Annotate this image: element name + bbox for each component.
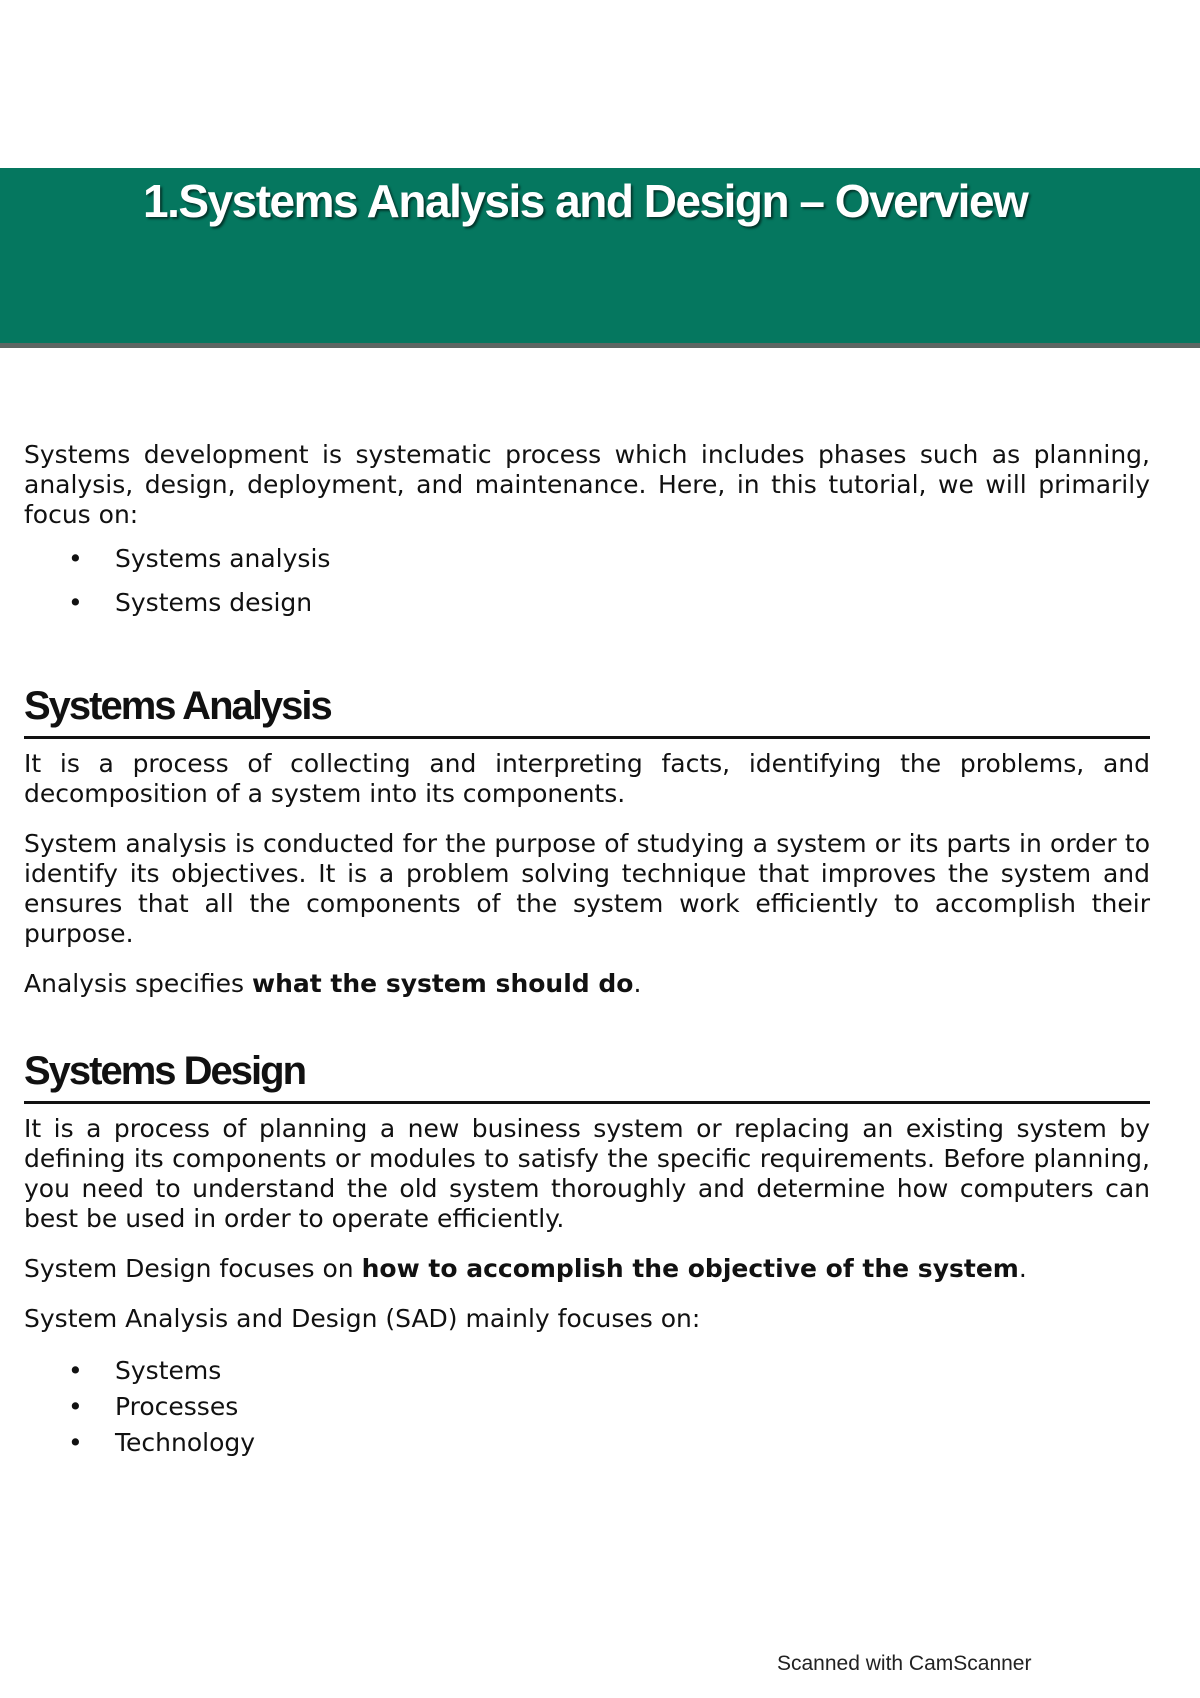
scanner-watermark: Scanned with CamScanner: [777, 1652, 1032, 1675]
analysis-paragraph-3: [24, 969, 1150, 999]
list-item-text: Systems: [115, 1356, 222, 1385]
list-item: [24, 1392, 1150, 1428]
section-heading-analysis: Systems Analysis: [24, 682, 1150, 739]
analysis-paragraph-2: System analysis is conducted for the purpose of studying a system or its parts in order to identify its objectives. It is a problem solving technique that improves the system and ensures that all the components of the system work efficiently to accomplish their purpose.: [24, 829, 1150, 948]
design-paragraph-1: It is a process of planning a new business system or replacing an existing system by defining its components or modules to satisfy the specific requirements. Before planning, you need to understand the old system thoroughly and determine how computers can best be used in order to operate efficiently.: [24, 1114, 1150, 1233]
list-item-text: Technology: [115, 1428, 256, 1457]
design-paragraph-2: [24, 1254, 1150, 1284]
bullet-icon: •: [68, 544, 83, 573]
analysis-p3-bold: what the system should do: [252, 969, 634, 998]
analysis-paragraph-1: It is a process of collecting and interpreting facts, identifying the problems, and decomposition of a system into its components.: [24, 749, 1150, 808]
design-p2-prefix: System Design focuses on: [24, 1254, 362, 1283]
list-item: [24, 588, 1150, 632]
bullet-icon: •: [68, 1356, 83, 1385]
list-item-text: Systems design: [115, 588, 313, 617]
list-item: [24, 1428, 1150, 1464]
section-heading-design: Systems Design: [24, 1047, 1150, 1104]
analysis-p3-suffix: .: [633, 969, 642, 998]
bullet-icon: •: [68, 1428, 83, 1457]
list-item: [24, 544, 1150, 588]
intro-paragraph: Systems development is systematic process which includes phases such as planning, analysis, design, deployment, and maintenance. Here, in this tutorial, we will primarily focus on:: [24, 440, 1150, 529]
intro-list: [24, 544, 1150, 632]
bullet-icon: •: [68, 588, 83, 617]
list-item-text: Systems analysis: [115, 544, 331, 573]
list-item: [24, 1356, 1150, 1392]
document-body: [24, 440, 1150, 1464]
analysis-p3-prefix: Analysis specifies: [24, 969, 253, 998]
sad-focus-list: [24, 1356, 1150, 1464]
design-p2-suffix: .: [1018, 1254, 1027, 1283]
design-p2-bold: how to accomplish the objective of the system: [361, 1254, 1019, 1283]
title-banner: [0, 168, 1200, 348]
list-item-text: Processes: [115, 1392, 239, 1421]
bullet-icon: •: [68, 1392, 83, 1421]
design-paragraph-3: System Analysis and Design (SAD) mainly focuses on:: [24, 1304, 701, 1333]
page-title: 1.Systems Analysis and Design – Overview: [143, 175, 1028, 227]
